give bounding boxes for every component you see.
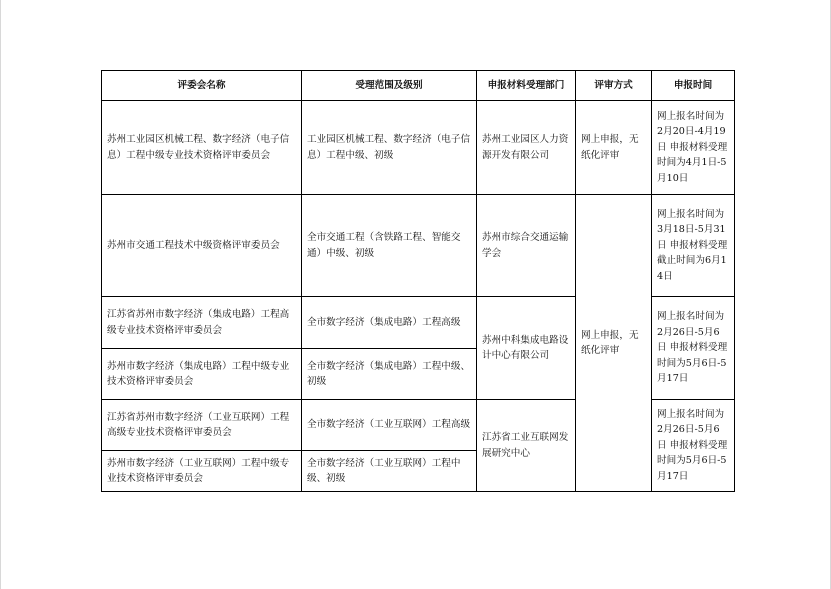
scope-cell: 全市交通工程（含铁路工程、智能交通）中级、初级 [302, 195, 477, 297]
committee-name-cell: 苏州市数字经济（集成电路）工程中级专业技术资格评审委员会 [102, 349, 302, 400]
header-committee-name: 评委会名称 [102, 71, 302, 101]
scope-cell: 全市数字经济（集成电路）工程高级 [302, 297, 477, 349]
scope-cell: 全市数字经济（工业互联网）工程高级 [302, 400, 477, 451]
dept-cell: 苏州中科集成电路设计中心有限公司 [477, 297, 576, 400]
time-cell: 网上报名时间为2月26日-5月6日 申报材料受理时间为5月6日-5月17日 [652, 297, 735, 400]
committee-name-cell: 苏州工业园区机械工程、数字经济（电子信息）工程中级专业技术资格评审委员会 [102, 101, 302, 195]
committee-name-cell: 苏州市数字经济（工业互联网）工程中级专业技术资格评审委员会 [102, 451, 302, 492]
committee-name-cell: 江苏省苏州市数字经济（工业互联网）工程高级专业技术资格评审委员会 [102, 400, 302, 451]
review-committee-table [101, 70, 735, 492]
time-cell: 网上报名时间为2月20日-4月19日 申报材料受理时间为4月1日-5月10日 [652, 101, 735, 195]
header-scope-level: 受理范围及级别 [302, 71, 477, 101]
method-cell: 网上申报，无纸化评审 [576, 195, 652, 492]
time-cell: 网上报名时间为3月18日-5月31日 申报材料受理截止时间为6月14日 [652, 195, 735, 297]
method-cell: 网上申报，无纸化评审 [576, 101, 652, 195]
header-review-method: 评审方式 [576, 71, 652, 101]
table-header-row [102, 71, 735, 101]
dept-cell: 江苏省工业互联网发展研究中心 [477, 400, 576, 492]
scope-cell: 工业园区机械工程、数字经济（电子信息）工程中级、初级 [302, 101, 477, 195]
page-edge-left [0, 0, 1, 589]
time-cell: 网上报名时间为2月26日-5月6日 申报材料受理时间为5月6日-5月17日 [652, 400, 735, 492]
scope-cell: 全市数字经济（工业互联网）工程中级、初级 [302, 451, 477, 492]
committee-name-cell: 江苏省苏州市数字经济（集成电路）工程高级专业技术资格评审委员会 [102, 297, 302, 349]
scope-cell: 全市数字经济（集成电路）工程中级、初级 [302, 349, 477, 400]
dept-cell: 苏州市综合交通运输学会 [477, 195, 576, 297]
table-row [102, 195, 735, 297]
dept-cell: 苏州工业园区人力资源开发有限公司 [477, 101, 576, 195]
header-application-time: 申报时间 [652, 71, 735, 101]
header-accepting-dept: 申报材料受理部门 [477, 71, 576, 101]
table-row [102, 101, 735, 195]
committee-name-cell: 苏州市交通工程技术中级资格评审委员会 [102, 195, 302, 297]
